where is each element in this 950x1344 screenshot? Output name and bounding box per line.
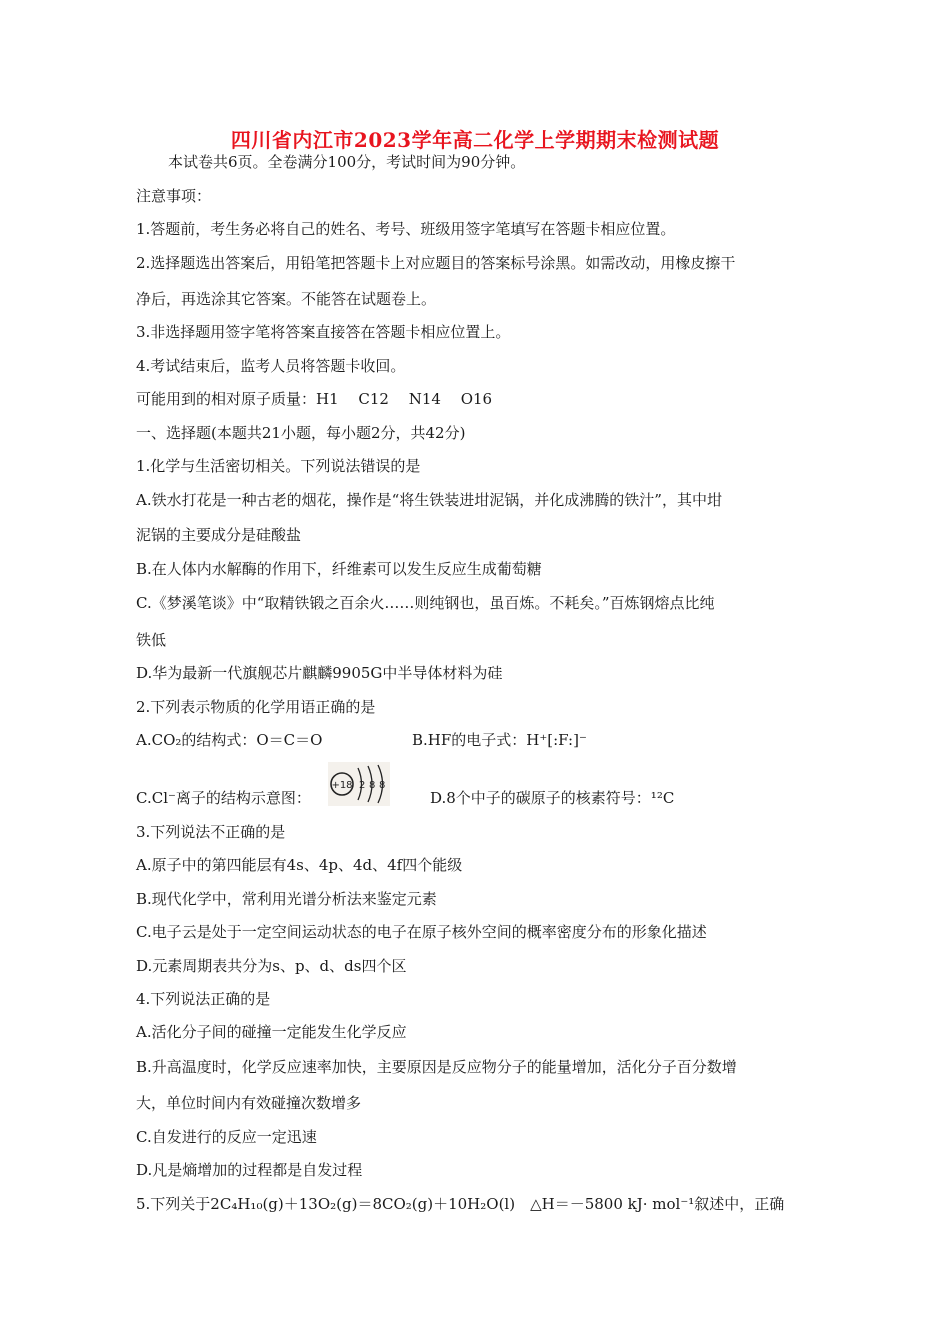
option-a: A.原子中的第四能层有4s、4p、4d、4f四个能级 bbox=[136, 856, 463, 874]
notice-item: 1.答题前，考生务必将自己的姓名、考号、班级用签字笔填写在答题卡相应位置。 bbox=[136, 220, 676, 238]
option-c: C.自发进行的反应一定迅速 bbox=[136, 1128, 317, 1146]
option-d: D.元素周期表共分为s、p、d、ds四个区 bbox=[136, 957, 407, 975]
notice-heading: 注意事项： bbox=[136, 187, 212, 205]
shell-label: 2 bbox=[359, 780, 366, 791]
section-heading: 一、选择题(本题共21小题，每小题2分，共42分) bbox=[136, 424, 466, 442]
option-d: D.华为最新一代旗舰芯片麒麟9905G中半导体材料为硅 bbox=[136, 664, 503, 682]
question-stem: 4.下列说法正确的是 bbox=[136, 990, 271, 1008]
atomic-mass-line: 可能用到的相对原子质量：H1 C12 N14 O16 bbox=[136, 390, 493, 408]
question-stem: 1.化学与生活密切相关。下列说法错误的是 bbox=[136, 457, 421, 475]
option-a-continued: 泥锅的主要成分是硅酸盐 bbox=[136, 526, 302, 544]
option-c-continued: 铁低 bbox=[136, 631, 167, 649]
option-a: A.活化分子间的碰撞一定能发生化学反应 bbox=[136, 1023, 407, 1041]
cl-ion-structure-diagram bbox=[328, 762, 390, 806]
option-row bbox=[136, 788, 816, 808]
option-b: B.HF的电子式：H⁺[:F:]⁻ bbox=[412, 731, 587, 749]
notice-item: 2.选择题选出答案后，用铅笔把答题卡上对应题目的答案标号涂黑。如需改动，用橡皮擦干 bbox=[136, 254, 736, 272]
option-a: A.CO₂的结构式：O＝C＝O bbox=[136, 731, 323, 749]
shell-label: 8 bbox=[379, 780, 386, 791]
option-d: D.凡是熵增加的过程都是自发过程 bbox=[136, 1161, 363, 1179]
option-b: B.升高温度时，化学反应速率加快，主要原因是反应物分子的能量增加，活化分子百分数增 bbox=[136, 1058, 737, 1076]
option-c: C.《梦溪笔谈》中“取精铁锻之百余火……则纯钢也，虽百炼。不耗矣。”百炼钢熔点比纯 bbox=[136, 594, 715, 612]
option-b: B.现代化学中，常利用光谱分析法来鉴定元素 bbox=[136, 890, 437, 908]
nucleus-label: +18 bbox=[331, 780, 353, 791]
question-stem: 3.下列说法不正确的是 bbox=[136, 823, 286, 841]
notice-item: 3.非选择题用签字笔将答案直接答在答题卡相应位置上。 bbox=[136, 323, 511, 341]
option-b-continued: 大，单位时间内有效碰撞次数增多 bbox=[136, 1094, 362, 1112]
option-a: A.铁水打花是一种古老的烟花，操作是“将生铁装进坩泥锅，并化成沸腾的铁汁”，其中坩 bbox=[136, 491, 722, 509]
option-c: C.电子云是处于一定空间运动状态的电子在原子核外空间的概率密度分布的形象化描述 bbox=[136, 923, 707, 941]
intro-text: 本试卷共6页。全卷满分100分，考试时间为90分钟。 bbox=[168, 153, 526, 171]
option-b: B.在人体内水解酶的作用下，纤维素可以发生反应生成葡萄糖 bbox=[136, 560, 542, 578]
notice-item: 4.考试结束后，监考人员将答题卡收回。 bbox=[136, 357, 406, 375]
notice-item: 净后，再选涂其它答案。不能答在试题卷上。 bbox=[136, 290, 437, 308]
page-title: 四川省内江市2023学年高二化学上学期期末检测试题 bbox=[230, 128, 720, 152]
option-row bbox=[136, 730, 816, 750]
option-c: C.Cl⁻离子的结构示意图： bbox=[136, 789, 311, 807]
question-stem: 2.下列表示物质的化学用语正确的是 bbox=[136, 698, 376, 716]
shell-label: 8 bbox=[369, 780, 376, 791]
question-stem: 5.下列关于2C₄H₁₀(g)＋13O₂(g)＝8CO₂(g)＋10H₂O(l) △H＝－5800 kJ· mol⁻¹叙述中，正确 bbox=[136, 1195, 785, 1213]
option-d: D.8个中子的碳原子的核素符号：¹²C bbox=[430, 789, 675, 807]
